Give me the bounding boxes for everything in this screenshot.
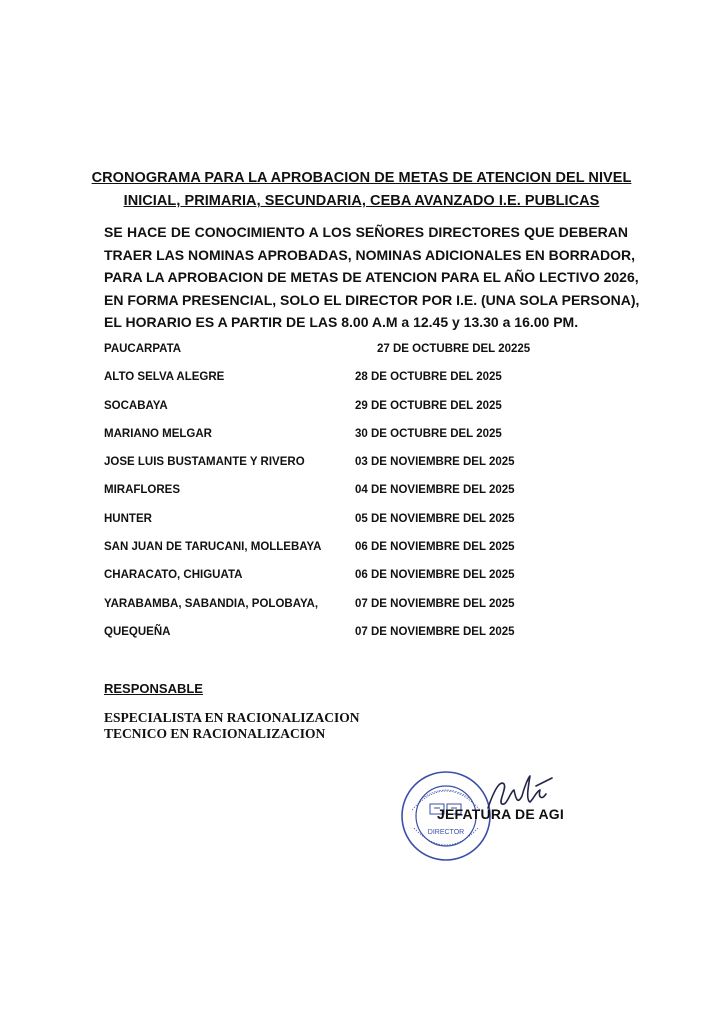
intro-paragraph	[104, 221, 640, 334]
intro-line: SE HACE DE CONOCIMIENTO A LOS SEÑORES DIRECTORES QUE DEBERAN	[104, 224, 628, 240]
district-name: ALTO SELVA ALEGRE	[104, 371, 225, 384]
schedule-row	[104, 343, 604, 371]
district-name: SOCABAYA	[104, 399, 168, 412]
staff-role: ESPECIALISTA EN RACIONALIZACION	[104, 710, 360, 725]
district-name: HUNTER	[104, 512, 152, 525]
district-name: PAUCARPATA	[104, 343, 182, 355]
district-name: QUEQUEÑA	[104, 625, 171, 638]
schedule-date: 06 DE NOVIEMBRE DEL 2025	[355, 541, 515, 554]
schedule-date: 29 DE OCTUBRE DEL 2025	[355, 399, 502, 412]
schedule-date: 28 DE OCTUBRE DEL 2025	[355, 371, 502, 384]
responsable-heading: RESPONSABLE	[104, 681, 203, 696]
schedule-row	[104, 484, 604, 512]
intro-line: EN FORMA PRESENCIAL, SOLO EL DIRECTOR POR I.E. (UNA SOLA PERSONA),	[104, 291, 640, 308]
document-title-line-2: INICIAL, PRIMARIA, SECUNDARIA, CEBA AVANZADO I.E. PUBLICAS	[123, 193, 600, 209]
district-name: SAN JUAN DE TARUCANI, MOLLEBAYA	[104, 541, 322, 554]
document-title-line-1: CRONOGRAMA PARA LA APROBACION DE METAS DE ATENCION DEL NIVEL	[91, 170, 632, 186]
schedule-row	[104, 513, 604, 541]
schedule-row	[104, 428, 604, 456]
schedule-row	[104, 569, 604, 597]
schedule-date: 03 DE NOVIEMBRE DEL 2025	[355, 456, 515, 469]
schedule-row	[104, 400, 604, 428]
staff-role: TECNICO EN RACIONALIZACION	[104, 726, 326, 741]
schedule-date: 07 DE NOVIEMBRE DEL 2025	[355, 597, 515, 610]
schedule-date: 27 DE OCTUBRE DEL 20225	[377, 343, 531, 355]
schedule-row	[104, 456, 604, 484]
schedule-date: 05 DE NOVIEMBRE DEL 2025	[355, 512, 515, 525]
schedule-date: 30 DE OCTUBRE DEL 2025	[355, 427, 502, 440]
intro-line: PARA LA APROBACION DE METAS DE ATENCION PARA EL AÑO LECTIVO 2026,	[104, 269, 639, 285]
district-name: MARIANO MELGAR	[104, 427, 212, 440]
district-name: JOSE LUIS BUSTAMANTE Y RIVERO	[104, 456, 305, 469]
signature-block-label: JEFATURA DE AGI	[437, 806, 564, 822]
intro-line: EL HORARIO ES A PARTIR DE LAS 8.00 A.M a 12.45 y 13.30 a 16.00 PM.	[104, 314, 579, 330]
schedule-row	[104, 598, 604, 626]
intro-line: TRAER LAS NOMINAS APROBADAS, NOMINAS ADICIONALES EN BORRADOR,	[104, 246, 635, 263]
schedule-date: 07 DE NOVIEMBRE DEL 2025	[355, 625, 515, 638]
stamp-center-text: DIRECTOR	[427, 829, 465, 836]
schedule-date: 04 DE NOVIEMBRE DEL 2025	[355, 484, 515, 497]
district-name: MIRAFLORES	[104, 484, 181, 497]
schedule-row	[104, 541, 604, 569]
schedule-row	[104, 371, 604, 399]
district-name: CHARACATO, CHIGUATA	[104, 569, 243, 582]
district-name: YARABAMBA, SABANDIA, POLOBAYA,	[104, 597, 319, 610]
schedule-list	[104, 343, 604, 654]
responsible-staff	[104, 710, 360, 742]
schedule-date: 06 DE NOVIEMBRE DEL 2025	[355, 569, 515, 582]
schedule-row	[104, 626, 604, 654]
